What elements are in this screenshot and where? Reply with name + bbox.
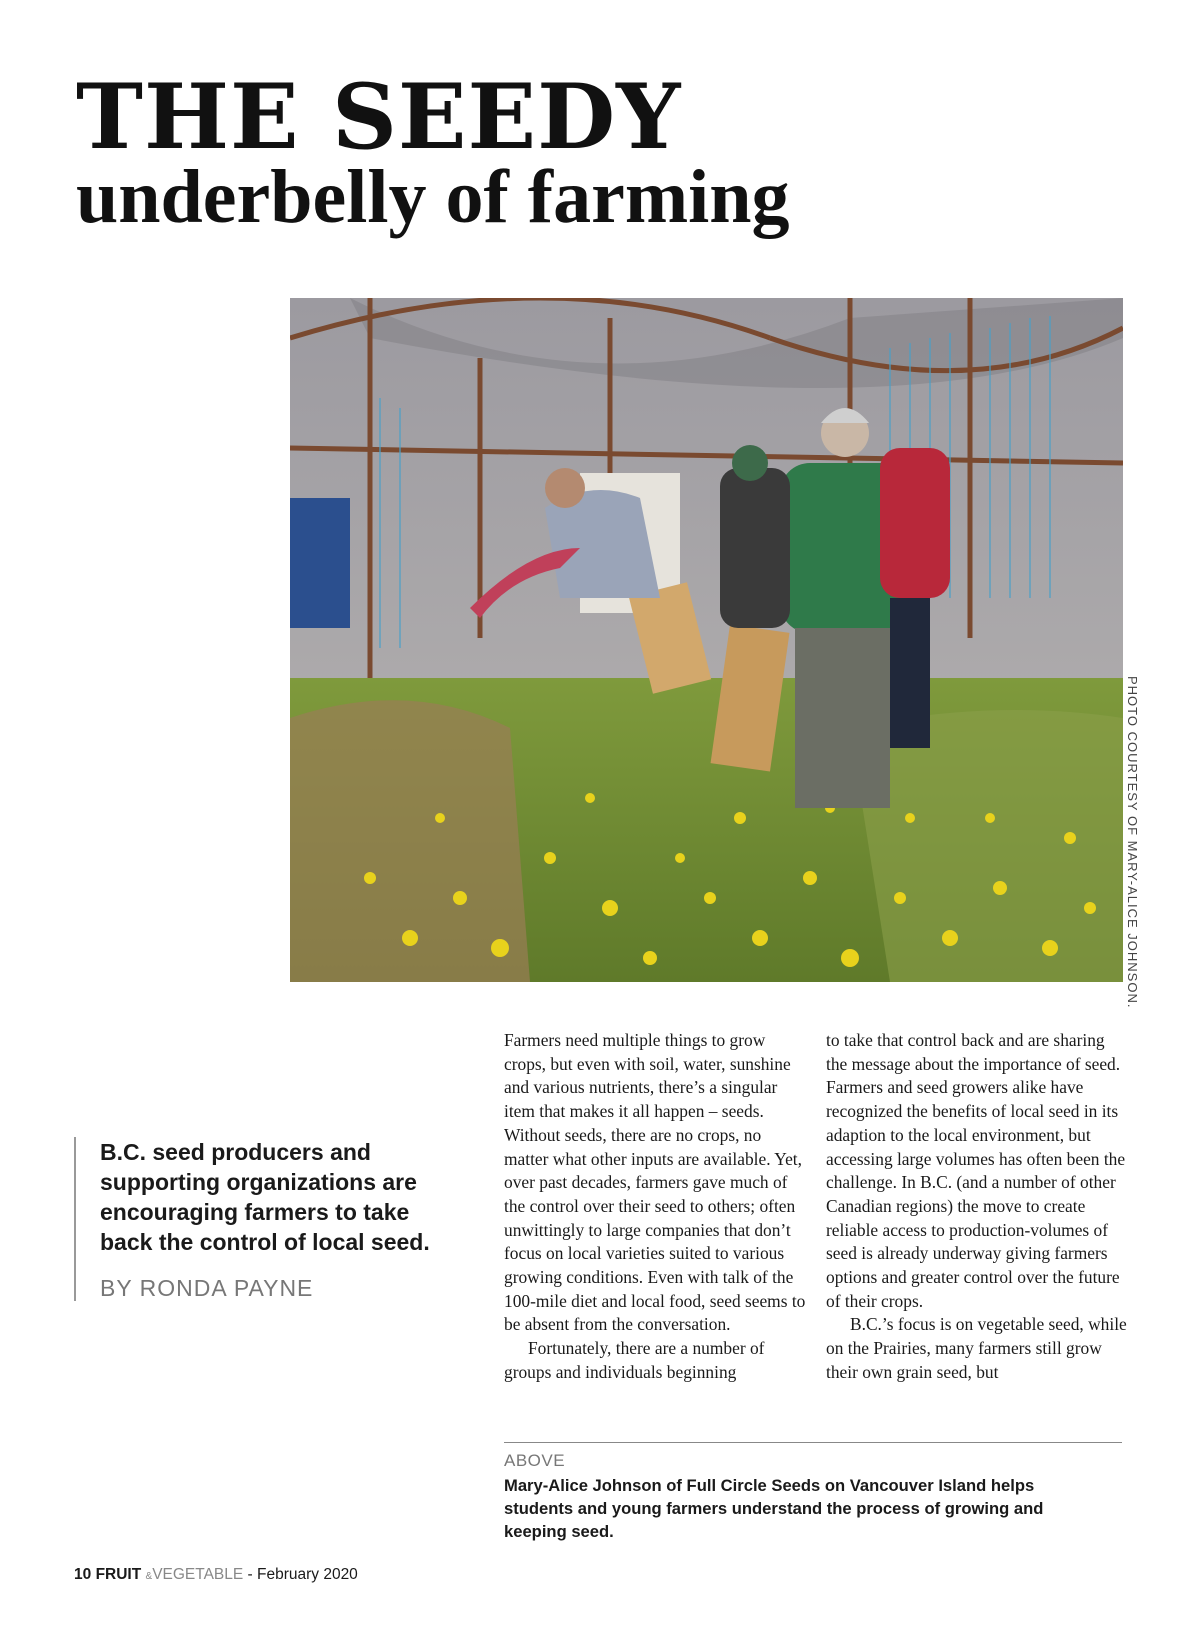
caption-text: Mary-Alice Johnson of Full Circle Seeds on Vancouver Island helps students and young farmers understand the process of growing and keeping seed. <box>504 1476 1044 1541</box>
body-paragraph: B.C.’s focus is on vegetable seed, while on the Prairies, many farmers still grow their own grain seed, but <box>826 1314 1127 1382</box>
headline: THE SEEDY <box>76 64 682 170</box>
body-column-2 <box>826 1029 1128 1385</box>
body-paragraph: Fortunately, there are a number of groups and individuals beginning <box>504 1338 765 1382</box>
body-paragraph: to take that control back and are sharing the message about the importance of seed. Farmers and seed growers alike have recognized the benefits of local seed in its adaption to the local environment, but accessing large volumes has often been the challenge. In B.C. (and a number of other Canadian regions) the move to create reliable access to production-volumes of seed is already underway giving farmers options and greater control over the future of their crops. <box>826 1030 1126 1311</box>
photo-credit: PHOTO COURTESY OF MARY-ALICE JOHNSON. <box>1125 676 1140 1009</box>
caption-divider <box>504 1442 1122 1443</box>
magazine-name-fruit: FRUIT <box>95 1566 142 1583</box>
deck-text: B.C. seed producers and supporting organizations are encouraging farmers to take back the control of local seed. <box>100 1139 430 1255</box>
magazine-name-amp: & <box>145 1571 153 1582</box>
caption-label: ABOVE <box>504 1451 566 1470</box>
magazine-name-vegetable: VEGETABLE <box>152 1566 244 1583</box>
byline: BY RONDA PAYNE <box>100 1275 314 1301</box>
body-paragraph: Farmers need multiple things to grow crops, but even with soil, water, sunshine and various nutrients, there’s a singular item that makes it all happen – seeds. Without seeds, there are no crops, no matter what other inputs are available. Yet, over past decades, farmers gave much of the control over their seed to others; often unwittingly to large companies that don’t focus on local varieties suited to various growing conditions. Even with talk of the 100-mile diet and local food, seed seems to be absent from the conversation. <box>504 1030 806 1335</box>
page-footer <box>74 1566 358 1584</box>
page-number: 10 <box>74 1566 92 1583</box>
subheadline: underbelly of farming <box>76 155 790 239</box>
greenhouse-photo <box>290 298 1123 982</box>
body-column-1 <box>504 1029 806 1385</box>
issue-date: - February 2020 <box>243 1566 358 1583</box>
deck-block <box>74 1137 454 1301</box>
